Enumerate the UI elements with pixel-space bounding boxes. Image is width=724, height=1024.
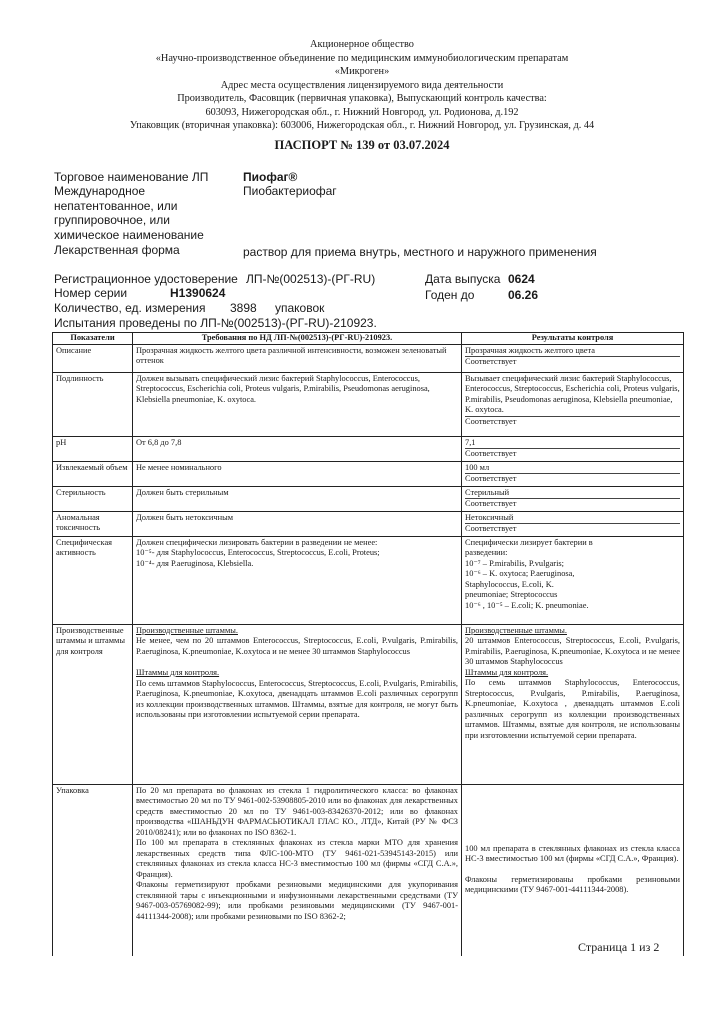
row-requirement: Должен специфически лизировать бактерии в разведении не менее: 10⁻⁵- для Staphylococcus, Enterococcus, Streptococcus, E.coli, Proteus; 10⁻⁴- для P.aeruginosa, Klebsiella.	[133, 536, 462, 624]
row-requirement: Производственные штаммы. Не менее, чем по 20 штаммов Enterococcus, Streptococcus, E.coli, P.vulgaris, P.mirabilis, P.aeruginosa, K.pneumoniae, K.oxytoca и не менее 30 штаммов Staphylococcus Штаммы для контроля. По семь штаммов Staphylococcus, Enterococcus, Streptococcus, E.coli, P.vulgaris, P.mirabilis, P.aeruginosa, K.pneumoniae, K.oxytoca, двенадцать штаммов E.coli различных серогрупп из коллекции производственных штаммов. Штаммы, взятые для контроля, не могут быть использованы при изготовлении испытуемой серии препарата.	[133, 624, 462, 784]
trade-name-value: Пиофаг®	[243, 170, 298, 184]
packer-line: Упаковщик (вторичная упаковка): 603006, Нижегородская обл., г. Нижний Новгород, ул. Грузинская, д. 44	[129, 120, 595, 131]
table-header-row	[53, 333, 684, 345]
table-row	[53, 486, 684, 511]
series-value: Н1390624	[170, 286, 226, 300]
row-name: Производственные штаммы и штаммы для контроля	[53, 624, 133, 784]
row-requirement: Должен быть нетоксичным	[133, 511, 462, 536]
row-name: Подлинность	[53, 372, 133, 436]
table-row	[53, 784, 684, 956]
row-result: Вызывает специфический лизис бактерий Staphylococcus, Enterococcus, Streptococcus, Escherichia coli, Proteus vulgaris, P.mirabilis, Pseudomonas aeruginosa, Klebsiella pneumoniae, K. oxytoca. Соответствует	[462, 372, 684, 436]
row-requirement: Должен вызывать специфический лизис бактерий Staphylococcus, Enterococcus, Streptococcus, Escherichia coli, Proteus vulgaris, P.mirabilis, Pseudomonas aeruginosa, Klebsiella pneumoniae, K. oxytoca.	[133, 372, 462, 436]
inn-value: Пиобактериофаг	[243, 184, 337, 198]
qty-value: 3898	[230, 301, 257, 315]
form-label: Лекарственная форма	[54, 243, 180, 257]
qty-label: Количество, ед. измерения	[54, 301, 206, 315]
row-requirement: Должен быть стерильным	[133, 486, 462, 511]
company-type: Акционерное общество	[310, 39, 414, 50]
row-name: Упаковка	[53, 784, 133, 956]
row-name: pH	[53, 436, 133, 461]
table-row	[53, 344, 684, 372]
table-row	[53, 461, 684, 486]
results-table	[52, 332, 684, 956]
qty-unit: упаковок	[275, 301, 325, 315]
table-row	[53, 624, 684, 784]
company-name-line-2: «Микроген»	[334, 66, 390, 77]
row-result: 100 мл препарата в стеклянных флаконах из стекла класса НС-3 вместимостью 100 мл (фирмы «СГД С.А.», Франция). Флаконы герметизированы пробками резиновыми медицинскими (ТУ 9467-001-44111344-2008).	[462, 784, 684, 956]
release-value: 0624	[508, 272, 535, 286]
producer-line: Производитель, Фасовщик (первичная упаковка), Выпускающий контроль качества:	[177, 93, 547, 104]
trade-name-label: Торговое наименование ЛП	[54, 170, 209, 184]
row-requirement: По 20 мл препарата во флаконах из стекла 1 гидролитического класса: во флаконах вместимостью 20 мл по ТУ 9461-002-53908805-2010 или во флаконах для лекарственных средств вместимостью 20 мл по ТУ 9461-003-83426370-2012; или во флаконах производства «ШАНЬДУН ФАРМАСЬЮТИКАЛ ГЛАС КО., ЛТД», Китай (РУ № ФСЗ 2010/08241); или во флаконах по ISO 8362-1. По 100 мл препарата в стеклянных флаконах из стекла марки МТО для хранения лекарственных средств типа ФЛС-100-МТО (ТУ 9461-021-53945143-2015) или стеклянных флаконах из стекла класса НС-3 вместимостью 100 мл (фирмы «СГД С.А.», Франция). Флаконы герметизируют пробками резиновыми медицинскими для укупоривания стеклянной тары с инъекционными и инфузионными лекарственными средствами (ТУ 9467-003-05769082-99); или пробками резиновыми медицинскими (ТУ 9467-001-44111344-2008); или пробками резиновыми по ISO 8362-2;	[133, 784, 462, 956]
row-result: Производственные штаммы. 20 штаммов Enterococcus, Streptococcus, E.coli, P.vulgaris, P.mirabilis, P.aeruginosa, K.pneumoniae, K.oxytoca и не менее 30 штаммов Staphylococcus Штаммы для контроля. По семь штаммов Staphylococcus, Enterococcus, Streptococcus, P.vulgaris, P.mirabilis, P.aeruginosa, K.pneumoniae, K.oxytoca , двенадцать штаммов E.coli различных серогрупп из коллекции производственных штаммов. Штаммы, взятые для контроля, не использованы при изготовлении испытуемой серии препарата.	[462, 624, 684, 784]
expiry-label: Годен до	[425, 288, 475, 302]
row-name: Специфическая активность	[53, 536, 133, 624]
table-row	[53, 372, 684, 436]
passport-title: ПАСПОРТ № 139 от 03.07.2024	[274, 138, 450, 152]
producer-address: 603093, Нижегородская обл., г. Нижний Новгород, ул. Родионова, д.192	[205, 106, 519, 118]
row-name: Стерильность	[53, 486, 133, 511]
row-result: Прозрачная жидкость желтого цвета Соответствует	[462, 344, 684, 372]
expiry-value: 06.26	[508, 288, 539, 302]
tests-line: Испытания проведены по ЛП-№(002513)-(РГ-RU)-210923.	[54, 316, 377, 330]
table-row	[53, 436, 684, 461]
row-result: Специфически лизирует бактерии в разведении: 10⁻⁷ – P.mirabilis, P.vulgaris; 10⁻⁶ – K. oxytoca; P.aeruginosa, Staphylococcus, E.coli, K. pneumoniae; Streptococcus 10⁻⁶ , 10⁻⁵ – E.coli; K. pneumoniae.	[462, 536, 684, 624]
row-requirement: Прозрачная жидкость желтого цвета различной интенсивности, возможен зеленоватый оттенок	[133, 344, 462, 372]
reg-value: ЛП-№(002513)-(РГ-RU)	[246, 272, 376, 286]
address-title: Адрес места осуществления лицензируемого вида деятельности	[220, 79, 504, 91]
row-name: Извлекаемый объем	[53, 461, 133, 486]
page-number: Страница 1 из 2	[578, 940, 660, 954]
header-indicators: Показатели	[53, 333, 133, 345]
reg-label: Регистрационное удостоверение	[54, 272, 238, 286]
row-result: Стерильный Соответствует	[462, 486, 684, 511]
row-result: Нетоксичный Соответствует	[462, 511, 684, 536]
series-label: Номер серии	[54, 286, 128, 300]
row-requirement: Не менее номинального	[133, 461, 462, 486]
document-header	[0, 38, 724, 133]
company-name-line-1: «Научно-производственное объединение по медицинским иммунобиологическим препаратам	[155, 52, 569, 64]
header-results: Результаты контроля	[462, 333, 684, 345]
row-result: 7,1 Соответствует	[462, 436, 684, 461]
row-name: Описание	[53, 344, 133, 372]
inn-label: Международное непатентованное, или группировочное, или химическое наименование	[54, 184, 204, 242]
table-row	[53, 536, 684, 624]
header-requirements: Требования по НД ЛП-№(002513)-(РГ-RU)-210923.	[133, 333, 462, 345]
row-result: 100 мл Соответствует	[462, 461, 684, 486]
form-value: раствор для приема внутрь, местного и наружного применения	[243, 245, 597, 259]
release-label: Дата выпуска	[425, 272, 501, 286]
table-row	[53, 511, 684, 536]
row-requirement: От 6,8 до 7,8	[133, 436, 462, 461]
row-name: Аномальная токсичность	[53, 511, 133, 536]
